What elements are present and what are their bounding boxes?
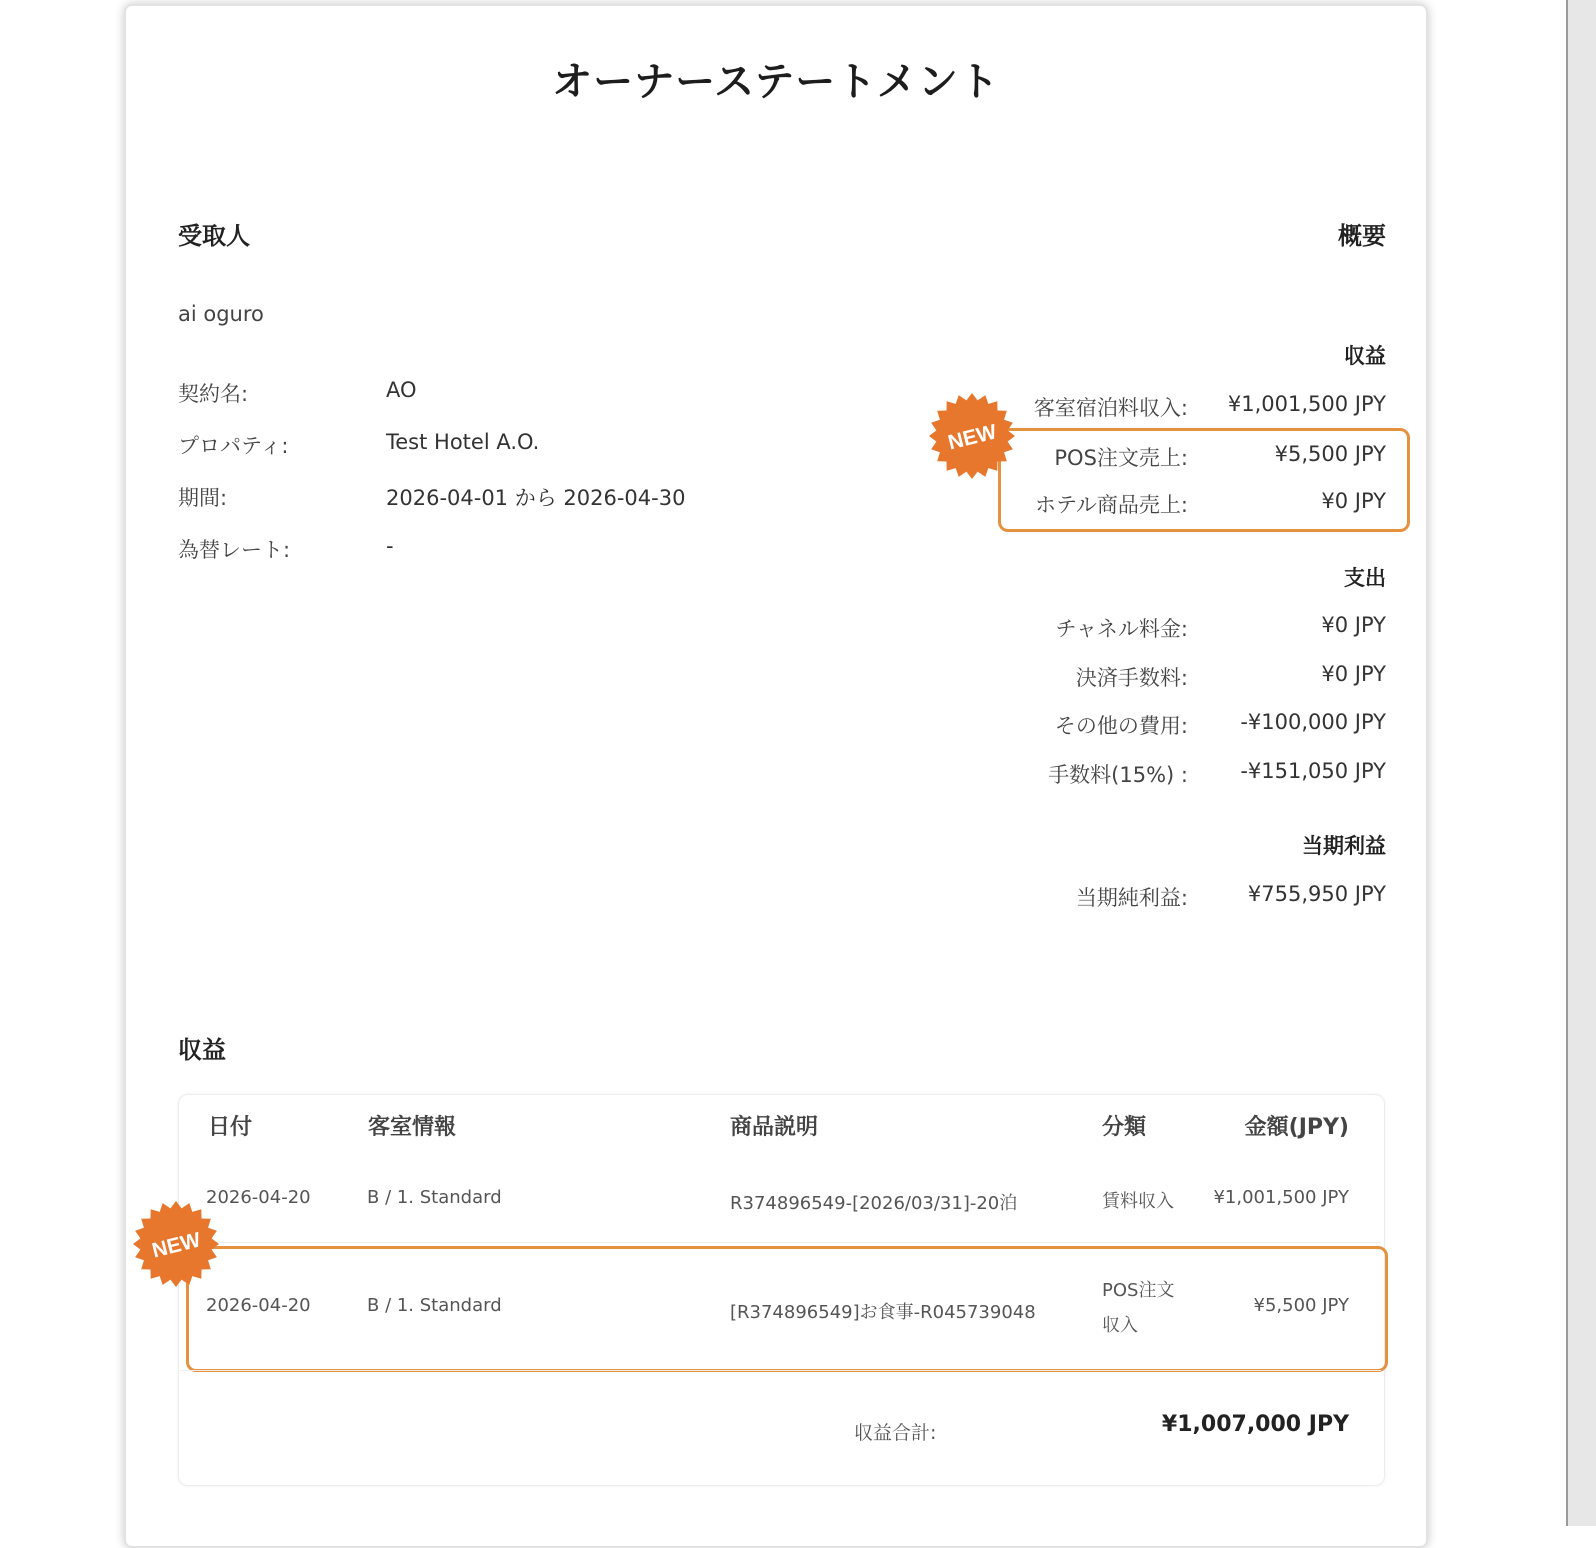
channel-fee-value: ¥0 JPY: [1321, 613, 1386, 637]
contract-label: 契約名:: [178, 382, 249, 406]
revenue-total-value: ¥1,007,000 JPY: [1161, 1412, 1349, 1437]
goods-revenue-label: ホテル商品売上:: [1034, 493, 1188, 517]
row-category: 賃料収入: [1102, 1191, 1174, 1212]
document-title: オーナーステートメント: [552, 59, 1000, 105]
payment-fee-label: 決済手数料:: [1075, 666, 1188, 690]
net-profit-label: 当期純利益:: [1075, 886, 1188, 910]
row-divider: [180, 1370, 1381, 1371]
summary-expense-heading: 支出: [1344, 566, 1386, 590]
row-description: [R374896549]お食事-R045739048: [730, 1302, 1036, 1323]
goods-revenue-value: ¥0 JPY: [1321, 489, 1386, 513]
row-description: R374896549-[2026/03/31]-20泊: [730, 1193, 1018, 1214]
window-edge: [1566, 0, 1596, 1526]
summary-heading: 概要: [1338, 222, 1386, 250]
property-label: プロパティ:: [178, 434, 289, 458]
row-room: B / 1. Standard: [367, 1295, 502, 1316]
summary-profit-heading: 当期利益: [1302, 834, 1386, 858]
contract-value: AO: [386, 378, 417, 402]
channel-fee-label: チャネル料金:: [1055, 617, 1188, 641]
row-room: B / 1. Standard: [367, 1187, 502, 1208]
period-label: 期間:: [178, 486, 228, 510]
statement-document: [124, 4, 1428, 1548]
new-badge: [928, 392, 1016, 480]
commission-value: -¥151,050 JPY: [1240, 759, 1386, 783]
property-value: Test Hotel A.O.: [386, 430, 540, 454]
row-category: POS注文: [1102, 1280, 1175, 1301]
room-revenue-label: 客室宿泊料収入:: [1033, 396, 1188, 420]
pos-revenue-label: POS注文売上:: [1054, 446, 1188, 470]
column-header-amount: 金額(JPY): [1244, 1115, 1349, 1140]
fx-rate-value: -: [386, 534, 394, 558]
recipient-heading: 受取人: [178, 222, 250, 250]
row-divider: [180, 1242, 1381, 1243]
commission-label: 手数料(15%) :: [1048, 763, 1188, 787]
revenue-total-label: 収益合計:: [854, 1422, 937, 1444]
column-header-description: 商品説明: [730, 1115, 819, 1140]
summary-revenue-heading: 収益: [1344, 344, 1386, 368]
badge-text: NEW: [945, 420, 999, 455]
fx-rate-label: 為替レート:: [178, 538, 291, 562]
column-header-category: 分類: [1102, 1115, 1147, 1140]
other-expense-value: -¥100,000 JPY: [1240, 710, 1386, 734]
window-divider: [1566, 0, 1568, 1526]
pos-revenue-value: ¥5,500 JPY: [1274, 442, 1386, 466]
net-profit-value: ¥755,950 JPY: [1247, 882, 1386, 906]
row-date: 2026-04-20: [206, 1187, 311, 1208]
row-date: 2026-04-20: [206, 1295, 311, 1316]
room-revenue-value: ¥1,001,500 JPY: [1227, 392, 1386, 416]
badge-text: NEW: [149, 1228, 203, 1263]
payment-fee-value: ¥0 JPY: [1321, 662, 1386, 686]
row-amount: ¥1,001,500 JPY: [1213, 1187, 1349, 1208]
row-category-line2: 収入: [1102, 1315, 1138, 1336]
row-amount: ¥5,500 JPY: [1253, 1295, 1349, 1316]
column-header-date: 日付: [208, 1115, 253, 1140]
period-value: 2026-04-01 から 2026-04-30: [386, 486, 686, 510]
revenue-section-heading: 収益: [178, 1036, 226, 1064]
column-header-room: 客室情報: [368, 1115, 457, 1140]
other-expense-label: その他の費用:: [1054, 714, 1188, 738]
new-badge: [132, 1200, 220, 1288]
recipient-name: ai oguro: [178, 302, 264, 326]
